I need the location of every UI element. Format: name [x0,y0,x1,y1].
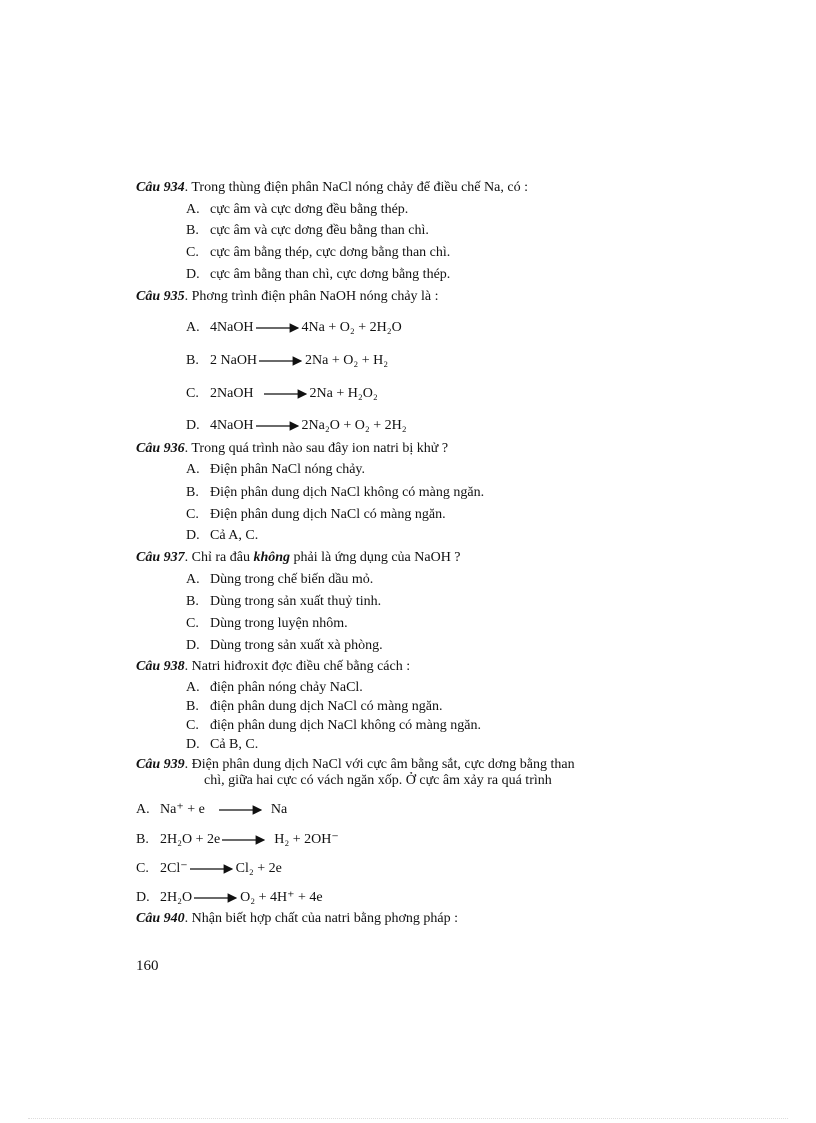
question-940 [136,910,458,928]
question-text: . Nhận biết hợp chất của natri bằng phơng pháp : [184,911,458,926]
option-936-d: D. Cả A, C. [186,528,259,543]
equation-935-d: D. 4NaOH 2Na₂O + O₂ + 2H₂ [186,418,407,433]
option-938-d: D. Cả B, C. [186,737,259,752]
option-936-c: C. Điện phân dung dịch NaCl có màng ngăn. [186,507,446,522]
equation-935-b: B. 2 NaOH 2Na + O₂ + H₂ [186,353,389,368]
option-934-a: A. cực âm và cực dơng đều bằng thép. [186,202,409,217]
question-text: . Trong thùng điện phân NaCl nóng chảy để điều chế Na, có : [184,180,528,195]
option-936-a: A. Điện phân NaCl nóng chảy. [186,462,365,477]
question-text: . Điện phân dung dịch NaCl với cực âm bằng sắt, cực dơng bằng than [184,757,575,772]
question-text: . Phơng trình điện phân NaOH nóng chảy là : [184,289,439,304]
reaction-arrow-icon [194,893,238,903]
bottom-divider [28,1118,788,1119]
reaction-arrow-icon [256,323,300,333]
question-number: Câu 936 [136,441,185,456]
equation-939-d: D. 2H₂O O₂ + 4H⁺ + 4e [136,890,323,905]
equation-935-c: C. 2NaOH 2Na + H₂O₂ [186,386,378,401]
option-938-c: C. điện phân dung dịch NaCl không có màng ngăn. [186,718,482,733]
reaction-arrow-icon [222,835,266,845]
option-937-a: A. Dùng trong chế biến dầu mỏ. [186,572,374,587]
equation-935-a: A. 4NaOH 4Na + O₂ + 2H₂O [186,320,402,335]
reaction-arrow-icon [190,864,234,874]
option-934-d: D. cực âm bằng than chì, cực dơng bằng thép. [186,267,451,282]
equation-939-a: A. Na⁺ + e Na [136,802,288,817]
reaction-arrow-icon [264,389,308,399]
reaction-arrow-icon [259,356,303,366]
reaction-arrow-icon [219,805,263,815]
question-text: . Trong quá trình nào sau đây ion natri bị khử ? [184,441,449,456]
equation-939-c: C. 2Cl⁻ Cl₂ + 2e [136,861,282,876]
question-936 [136,440,448,458]
option-936-b: B. Điện phân dung dịch NaCl không có màng ngăn. [186,485,485,500]
question-934 [136,179,528,197]
question-939-continuation: chì, giữa hai cực có vách ngăn xốp. Ở cực âm xảy ra quá trình [204,773,552,788]
option-937-d: D. Dùng trong sản xuất xà phòng. [186,638,383,653]
question-number: Câu 938 [136,659,185,674]
option-937-b: B. Dùng trong sản xuất thuỷ tinh. [186,594,382,609]
question-number: Câu 939 [136,757,185,772]
question-938 [136,658,410,676]
question-937: Câu 937. Chỉ ra đâu không phải là ứng dụng của NaOH ? [136,550,461,565]
option-934-c: C. cực âm bằng thép, cực dơng bằng than chì. [186,245,451,260]
emphasis-keyword: không [253,550,291,565]
question-number: Câu 934 [136,180,185,195]
question-text: . Natri hiđroxit đợc điều chế bằng cách : [184,659,411,674]
reaction-arrow-icon [256,421,300,431]
option-938-a: A. điện phân nóng chảy NaCl. [186,680,363,695]
option-934-b: B. cực âm và cực dơng đều bằng than chì. [186,223,429,238]
page-number: 160 [136,958,159,974]
question-number: Câu 937 [136,550,185,565]
question-number: Câu 940 [136,911,185,926]
option-937-c: C. Dùng trong luyện nhôm. [186,616,348,631]
option-938-b: B. điện phân dung dịch NaCl có màng ngăn. [186,699,443,714]
question-935 [136,288,439,306]
question-number: Câu 935 [136,289,185,304]
equation-939-b: B. 2H₂O + 2e H₂ + 2OH⁻ [136,832,339,847]
